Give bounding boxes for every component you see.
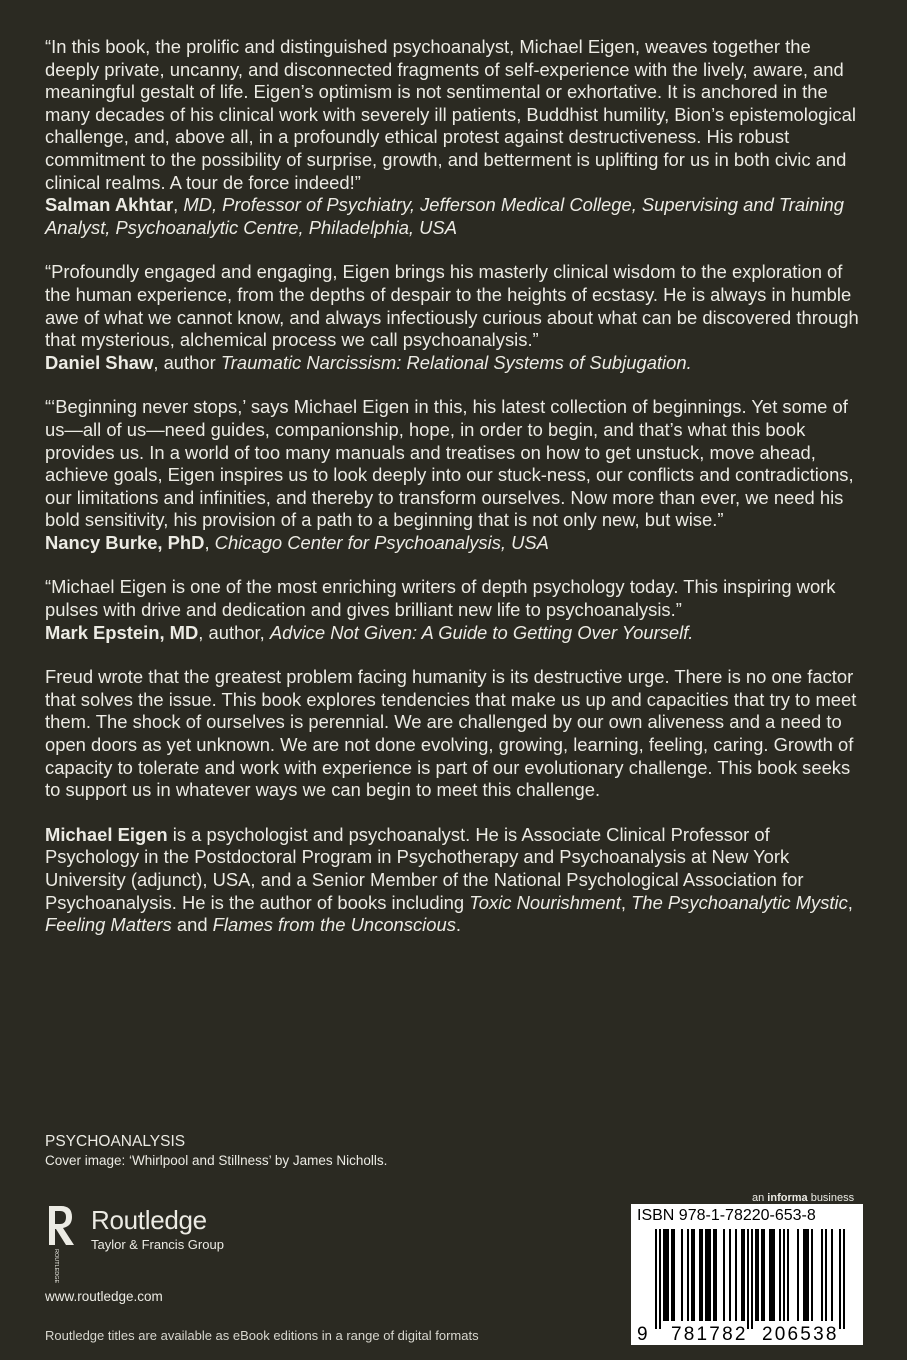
barcode-bar [665,1229,667,1321]
barcode-bar [825,1229,827,1321]
bio-text [45,824,865,937]
barcode-graphic [635,1229,859,1343]
barcode-bar [843,1229,845,1329]
reviewer-role: author, [208,621,270,643]
barcode-bar [779,1229,781,1321]
review-attribution [45,352,865,375]
publisher-website: www.routledge.com [45,1289,163,1304]
review-attribution [45,622,865,645]
reviewer-name: Nancy Burke, PhD [45,531,205,553]
ebook-note: Routledge titles are available as eBook editions in a range of digital formats [45,1328,479,1343]
book-title: Feeling Matters [45,914,172,936]
author-bio [45,824,865,937]
barcode-bar [671,1229,673,1321]
reviewer-name: Mark Epstein, MD [45,621,199,643]
blurb-text: Freud wrote that the greatest problem facing humanity is its destructive urge. There is no one factor that solves the issue. This book explores tendencies that make us up and capacities that try to meet them. The shock of ourselves is perennial. We are challenged by our own aliveness and a need to open doors as yet unknown. We are not done evolving, growing, learning, feeling, caring. Growth of capacity to tolerate and work with experience is part of our evolutionary challenge. This book seeks to support us in whatever ways we can begin to meet this challenge. [45,666,857,801]
barcode-bar [821,1229,823,1321]
attribution-sep: , [198,621,209,643]
barcode-bar [747,1229,749,1329]
barcode-bar [771,1229,773,1321]
barcode-right-digits: 206538 [762,1324,839,1345]
book-title: Flames from the Unconscious [212,914,456,936]
bio-sep: and [171,914,213,936]
book-title: Toxic Nourishment [469,891,621,913]
informa-suffix: business [807,1192,855,1204]
reviewer-title: Chicago Center for Psychoanalysis, USA [214,531,549,553]
barcode-bar [805,1229,807,1321]
barcode-bar [831,1229,833,1321]
barcode-bar [681,1229,683,1321]
barcode-bar [691,1229,693,1321]
review-quote: “Profoundly engaged and engaging, Eigen brings his masterly clinical wisdom to the exploration of the human experience, from the depths of despair to the heights of ecstasy. He is always in humble awe of what we cannot know, and always infectiously curious about what can be discovered through that mysterious, alchemical process we call psychoanalysis.” [45,261,859,351]
bio-end: . [455,914,462,936]
reviewer-name: Daniel Shaw [45,351,154,373]
book-title: The Psychoanalytic Mystic [631,891,848,913]
barcode-left-digits: 781782 [671,1324,748,1345]
barcode-bar [783,1229,785,1321]
review-quote: “Michael Eigen is one of the most enriching writers of depth psychology today. This inspiring work pulses with drive and dedication and gives brilliant new life to psychoanalysis.” [45,576,836,621]
bio-sep: , [620,891,632,913]
barcode-bar [769,1229,771,1321]
publisher-logo [45,1203,345,1284]
review-4 [45,576,865,644]
cover-credit: Cover image: ‘Whirlpool and Stillness’ by James Nicholls. [45,1153,388,1168]
barcode-bar [839,1229,841,1329]
review-3 [45,396,865,554]
review-1 [45,36,865,239]
informa-prefix: an [752,1192,768,1204]
barcode-bar [797,1229,799,1321]
reviewer-name: Salman Akhtar [45,194,174,216]
barcode-bar [803,1229,805,1321]
review-attribution [45,194,865,239]
reviewer-title: MD, Professor of Psychiatry, Jefferson Medical College, Supervising and Training Analyst, Psychoanalytic Centre, Philadelphia, USA [45,194,844,238]
reviewer-title: Traumatic Narcissism: Relational Systems of Subjugation. [220,351,692,373]
barcode-bar [751,1229,753,1329]
back-cover-text [45,36,865,959]
publisher-group: Taylor & Francis Group [91,1237,224,1252]
author-name: Michael Eigen [45,823,168,845]
bio-body: is a psychologist and psychoanalyst. He is Associate Clinical Professor of Psychology in the Postdoctoral Program in Psychotherapy and Psychoanalysis at New York University (adjunct), USA, and a Senior Member of the National Psychological Association for Psychoanalysis. He is the author of books including [45,823,804,913]
reviewer-role: author [163,351,221,373]
informa-tagline [752,1191,854,1205]
barcode-bar [787,1229,789,1321]
subject-category: PSYCHOANALYSIS [45,1133,186,1150]
barcode-bar [763,1229,765,1321]
attribution-sep: , [173,194,184,216]
barcode-bars [655,1229,845,1329]
barcode-bar [811,1229,813,1321]
barcode-bar [709,1229,711,1321]
barcode-bar [757,1229,759,1321]
barcode-bar [723,1229,725,1321]
barcode-bar [655,1229,657,1329]
publisher-name: Routledge [91,1205,207,1235]
barcode-bar [693,1229,695,1321]
attribution-sep: , [153,351,164,373]
barcode-bar [663,1229,665,1321]
barcode-bar [807,1229,809,1321]
barcode-bar [707,1229,709,1321]
routledge-mark-text: ROUTLEDGE [53,1249,59,1284]
review-quote: “In this book, the prolific and distinguished psychoanalyst, Michael Eigen, weaves together the deeply private, uncanny, and disconnected fragments of self-experience with the lively, aware, and meaningful gestalt of life. Eigen’s optimism is not sentimental or exhortative. It is anchored in the many decades of his clinical work with severely ill patients, Buddhist humility, Bion’s epistemological challenge, and, above all, in a profoundly ethical protest against destructiveness. His robust commitment to the possibility of surprise, growth, and betterment is uplifting for us in both civic and clinical realms. A tour de force indeed!” [45,36,856,193]
barcode-bar [667,1229,669,1321]
isbn-barcode-box [631,1204,863,1345]
routledge-r-icon [45,1203,77,1284]
review-2 [45,261,865,374]
barcode-bar [673,1229,675,1321]
barcode-bar [713,1229,715,1321]
barcode-bar [699,1229,701,1321]
barcode-bar [743,1229,745,1321]
informa-brand: informa [767,1192,808,1204]
barcode-first-digit: 9 [637,1324,648,1345]
book-blurb [45,666,865,802]
reviewer-title: Advice Not Given: A Guide to Getting Over Yourself. [269,621,694,643]
review-attribution [45,532,865,555]
barcode-bar [715,1229,717,1321]
barcode-bar [729,1229,731,1321]
barcode-bar [735,1229,737,1321]
barcode-bar [741,1229,743,1321]
barcode-bar [701,1229,703,1321]
bio-sep: , [847,891,853,913]
attribution-sep: , [204,531,215,553]
barcode-bar [687,1229,689,1321]
barcode-bar [755,1229,757,1321]
review-quote: “‘Beginning never stops,’ says Michael Eigen in this, his latest collection of beginnings. Yet some of us—all of us—need guides, companionship, hope, in order to begin, and that’s what this book provides us. In a world of too many manuals and treatises on how to get unstuck, move ahead, achieve goals, Eigen inspires us to look deeply into our stuck-ness, our conflicts and contradictions, our limitations and infinities, and thereby to transform ourselves. Now more than ever, we need his bold sensitivity, his provision of a path to a beginning that is not only new, but wise.” [45,396,854,531]
barcode-bar [659,1229,661,1329]
barcode-bar [773,1229,775,1321]
barcode-bar [705,1229,707,1321]
barcode-bar [761,1229,763,1321]
isbn-label: ISBN 978-1-78220-653-8 [637,1207,816,1224]
